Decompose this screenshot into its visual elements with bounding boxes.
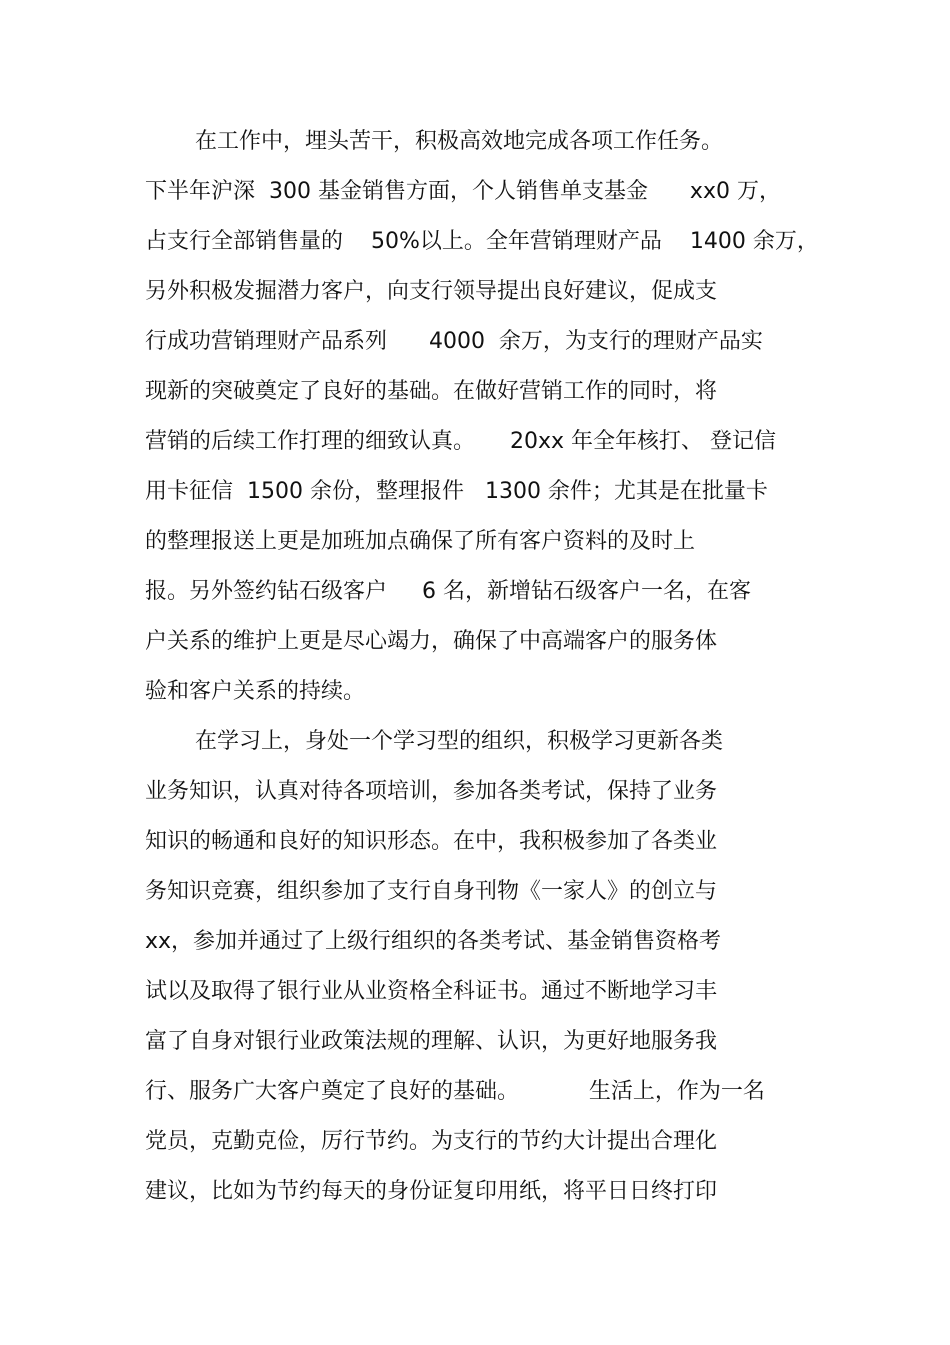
- paragraph-line: 知识的畅通和良好的知识形态。在中，我积极参加了各类业: [145, 829, 718, 854]
- paragraph-line: 下半年沪深 300 基金销售方面，个人销售单支基金 xx0 万，: [145, 179, 781, 204]
- paragraph-line: 另外积极发掘潜力客户，向支行领导提出良好建议，促成支: [145, 279, 718, 304]
- paragraph-line: 试以及取得了银行业从业资格全科证书。通过不断地学习丰: [145, 979, 718, 1004]
- paragraph-line: 在学习上，身处一个学习型的组织，积极学习更新各类: [195, 729, 724, 754]
- paragraph-line: 行成功营销理财产品系列 4000 余万，为支行的理财产品实: [145, 329, 763, 354]
- paragraph-line: 报。另外签约钻石级客户 6 名，新增钻石级客户一名，在客: [145, 579, 751, 604]
- paragraph-line: 现新的突破奠定了良好的基础。在做好营销工作的同时，将: [145, 379, 718, 404]
- paragraph-line: 富了自身对银行业政策法规的理解、认识，为更好地服务我: [145, 1029, 718, 1054]
- paragraph-line: 验和客户关系的持续。: [145, 679, 366, 704]
- paragraph-line: xx，参加并通过了上级行组织的各类考试、基金销售资格考: [145, 929, 722, 954]
- paragraph-line: 营销的后续工作打理的细致认真。 20xx 年全年核打、 登记信: [145, 429, 776, 454]
- paragraph-line: 在工作中，埋头苦干，积极高效地完成各项工作任务。: [195, 129, 724, 154]
- paragraph-line: 占支行全部销售量的 50%以上。全年营销理财产品 1400 余万，: [145, 229, 819, 254]
- paragraph-line: 行、服务广大客户奠定了良好的基础。 生活上，作为一名: [145, 1079, 765, 1104]
- paragraph-line: 建议，比如为节约每天的身份证复印用纸，将平日日终打印: [145, 1179, 718, 1204]
- paragraph-line: 业务知识，认真对待各项培训，参加各类考试，保持了业务: [145, 779, 718, 804]
- paragraph-line: 党员，克勤克俭，厉行节约。为支行的节约大计提出合理化: [145, 1129, 718, 1154]
- paragraph-line: 户关系的维护上更是尽心竭力，确保了中高端客户的服务体: [145, 629, 718, 654]
- paragraph-line: 用卡征信 1500 余份，整理报件 1300 余件；尤其是在批量卡: [145, 479, 768, 504]
- paragraph-line: 的整理报送上更是加班加点确保了所有客户资料的及时上: [145, 529, 696, 554]
- paragraph-line: 务知识竞赛，组织参加了支行自身刊物《一家人》的创立与: [145, 879, 718, 904]
